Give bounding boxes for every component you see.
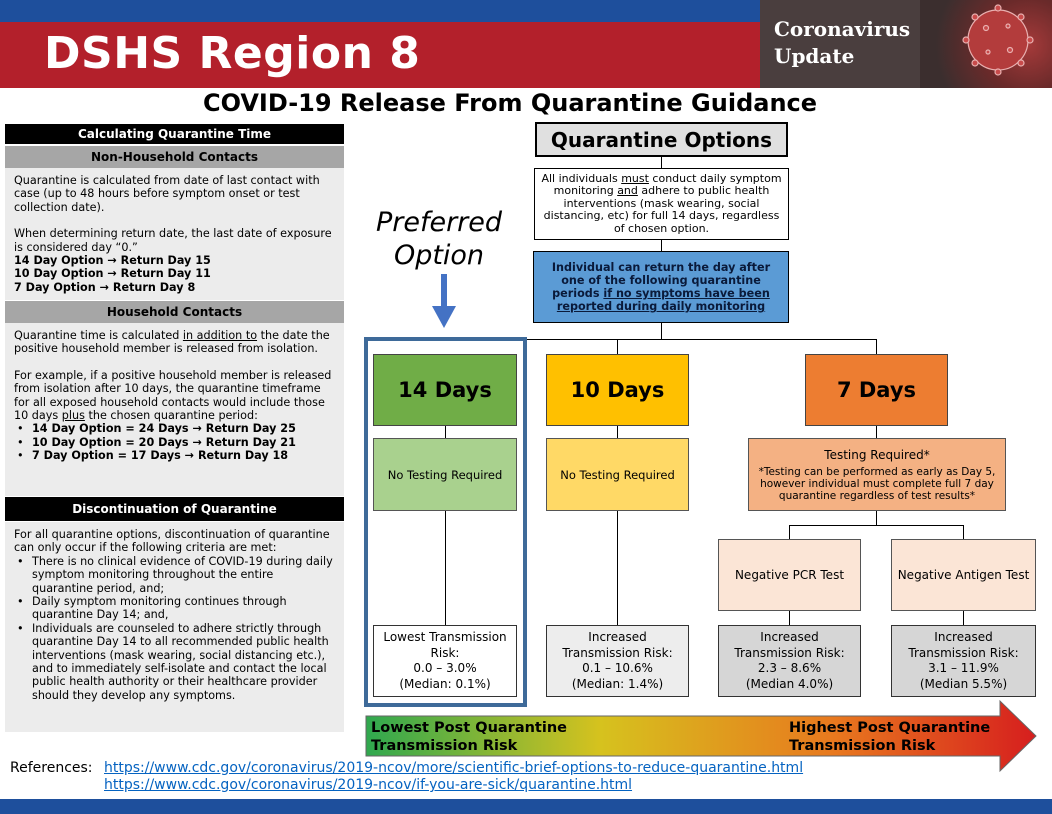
quarantine-options-title: Quarantine Options xyxy=(535,122,788,157)
household-item: • 14 Day Option = 24 Days → Return Day 25 xyxy=(14,422,335,435)
discontinuation-heading: Discontinuation of Quarantine xyxy=(5,497,344,521)
nonhousehold-heading: Non-Household Contacts xyxy=(5,146,344,168)
no-testing-14: No Testing Required xyxy=(373,438,517,511)
page-title: COVID-19 Release From Quarantine Guidance xyxy=(202,89,818,117)
nonhousehold-text-1: Quarantine is calculated from date of last contact with case (up to 48 hours before symptom onset or test collection date). xyxy=(14,174,320,214)
connector-line xyxy=(661,240,662,251)
option-10-days: 10 Days xyxy=(546,354,689,426)
household-text-1: Quarantine time is calculated in addition to the date the positive household member is released from isolation. xyxy=(14,329,330,356)
header-top-bar xyxy=(0,0,760,22)
connector-line xyxy=(876,339,877,354)
connector-line xyxy=(963,611,964,625)
testing-required-7: Testing Required* *Testing can be performed as early as Day 5, however individual must complete full 7 day quarantine regardless of test results* xyxy=(748,438,1006,511)
household-item: • 10 Day Option = 20 Days → Return Day 21 xyxy=(14,436,335,449)
connector-line xyxy=(789,525,964,526)
option-7-days: 7 Days xyxy=(805,354,948,426)
connector-line xyxy=(876,511,877,525)
household-text-2: For example, if a positive household member is released from isolation after 10 days, the quarantine timeframe for all exposed household contacts would include those 10 days plus the chosen quarantine period: xyxy=(14,368,332,423)
down-arrow-icon xyxy=(432,274,456,328)
risk-antigen: Increased Transmission Risk: 3.1 – 11.9% (Median 5.5%) xyxy=(891,625,1036,697)
discontinuation-item: • There is no clinical evidence of COVID-19 during daily symptom monitoring throughout the entire quarantine period, and; xyxy=(14,555,335,595)
nonhousehold-section xyxy=(5,168,344,300)
household-heading: Household Contacts xyxy=(5,301,344,323)
connector-line xyxy=(876,426,877,438)
risk-10-days: Increased Transmission Risk: 0.1 – 10.6% (Median: 1.4%) xyxy=(546,625,689,697)
reference-link-1[interactable]: https://www.cdc.gov/coronavirus/2019-ncov/more/scientific-brief-options-to-reduce-quarantine.html xyxy=(104,760,804,776)
return-condition-box: Individual can return the day after one of the following quarantine periods if no symptoms have been reported during daily monitoring xyxy=(533,251,789,323)
calc-heading: Calculating Quarantine Time xyxy=(5,124,344,144)
option-14: 14 Day Option → Return Day 15 xyxy=(14,254,211,268)
household-item: • 7 Day Option = 17 Days → Return Day 18 xyxy=(14,449,335,462)
negative-antigen-test: Negative Antigen Test xyxy=(891,539,1036,611)
connector-line xyxy=(617,511,618,625)
connector-line xyxy=(661,323,662,339)
references-label: References: xyxy=(10,760,93,776)
nonhousehold-text-2: When determining return date, the last date of exposure is considered day “0.” xyxy=(14,227,332,254)
discontinuation-intro: For all quarantine options, discontinuation of quarantine can only occur if the following criteria are met: xyxy=(14,528,330,555)
connector-line xyxy=(661,157,662,168)
negative-pcr-test: Negative PCR Test xyxy=(718,539,861,611)
coronavirus-update-label: Coronavirus Update xyxy=(774,17,911,68)
discontinuation-item: • Individuals are counseled to adhere strictly through quarantine Day 14 to all recommended public health interventions (mask wearing, social distancing etc.), and to immediately self-isolate and contact the local public health authority or their healthcare provider should they develop any symptoms. xyxy=(14,622,335,702)
preferred-option-label: Preferred Option xyxy=(375,207,503,271)
risk-14-days: Lowest Transmission Risk: 0.0 – 3.0% (Median: 0.1%) xyxy=(373,625,517,697)
lowest-risk-label: Lowest Post Quarantine Transmission Risk xyxy=(371,720,567,754)
region-title: DSHS Region 8 xyxy=(44,28,421,79)
option-10: 10 Day Option → Return Day 11 xyxy=(14,267,211,281)
connector-line xyxy=(617,426,618,438)
risk-pcr: Increased Transmission Risk: 2.3 – 8.6% (Median 4.0%) xyxy=(718,625,861,697)
option-7: 7 Day Option → Return Day 8 xyxy=(14,280,196,294)
connector-line xyxy=(617,339,618,354)
discontinuation-section xyxy=(5,522,344,732)
footer-bar xyxy=(0,799,1052,814)
reference-link-2[interactable]: https://www.cdc.gov/coronavirus/2019-ncov/if-you-are-sick/quarantine.html xyxy=(104,777,633,793)
preferred-option-frame xyxy=(364,337,527,707)
household-section xyxy=(5,323,344,496)
highest-risk-label: Highest Post Quarantine Transmission Risk xyxy=(789,720,991,754)
monitoring-requirement-box: All individuals must conduct daily symptom monitoring and adhere to public health interventions (mask wearing, social distancing, etc) for full 14 days, regardless of chosen option. xyxy=(534,168,789,240)
no-testing-10: No Testing Required xyxy=(546,438,689,511)
connector-line xyxy=(789,525,790,539)
connector-line xyxy=(963,525,964,539)
discontinuation-item: • Daily symptom monitoring continues through quarantine Day 14; and, xyxy=(14,595,335,622)
option-14-days: 14 Days xyxy=(373,354,517,426)
connector-line xyxy=(789,611,790,625)
